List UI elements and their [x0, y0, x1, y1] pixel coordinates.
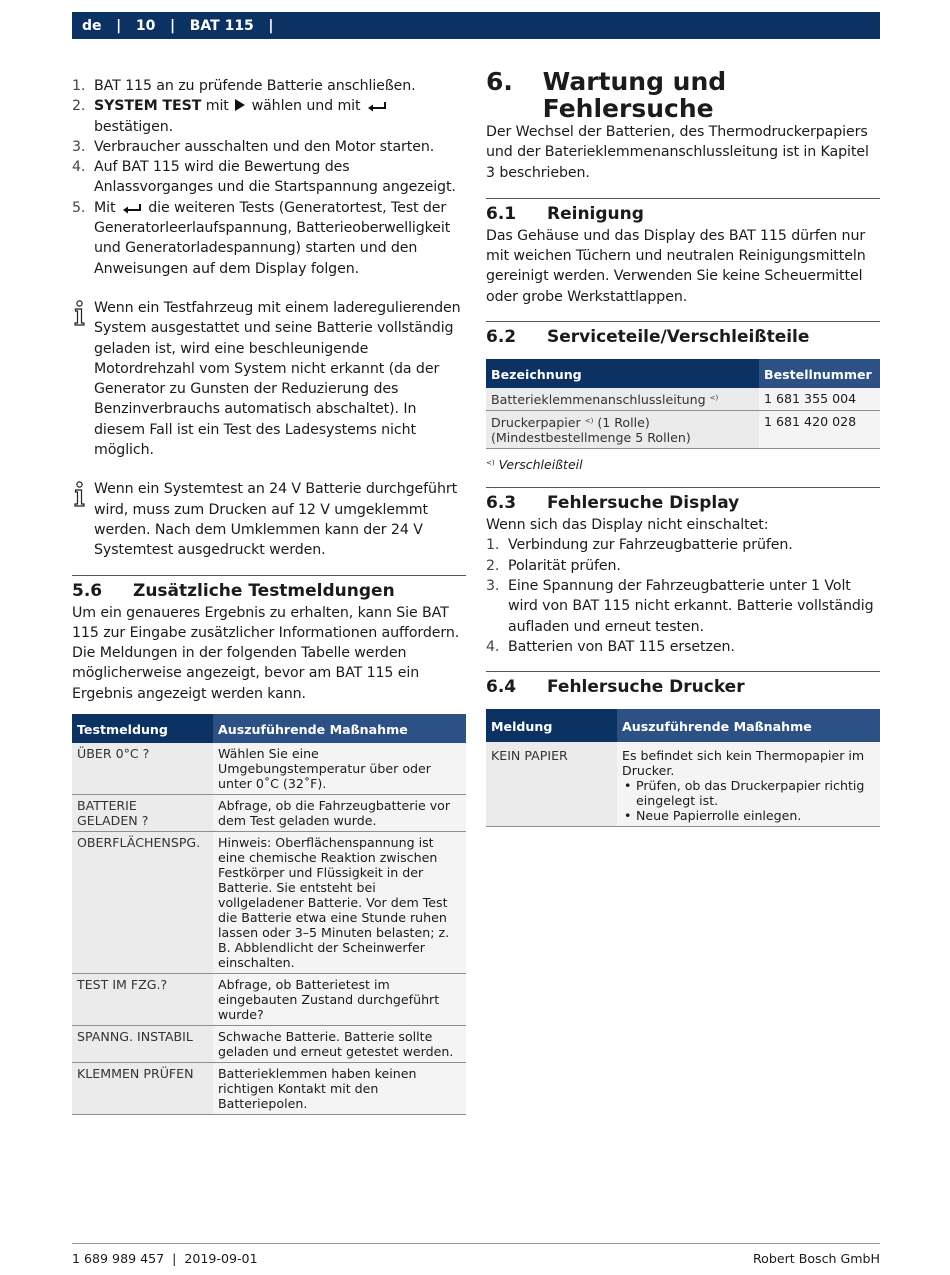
table-cell: ÜBER 0°C ? [72, 743, 213, 795]
step-number: 1. [72, 78, 86, 94]
chapter-number: 6. [486, 67, 513, 96]
document-number: 1 689 989 457 [72, 1251, 165, 1266]
list-item [486, 637, 880, 657]
wear-part-marker: <) [584, 417, 594, 426]
section-divider [72, 575, 466, 576]
printer-troubleshooting-table [486, 709, 880, 827]
footer-separator: | [172, 1251, 177, 1266]
step-text: Verbraucher ausschalten und den Motor starten. [94, 138, 435, 155]
table-header-row [486, 359, 880, 388]
wear-part-marker: <) [709, 394, 719, 403]
company-name: Robert Bosch GmbH [752, 1251, 880, 1266]
header-separator: | [101, 17, 136, 34]
list-item [72, 157, 466, 198]
step-text: Verbindung zur Fahrzeugbatterie prüfen. [508, 537, 793, 554]
section-body: Um ein genaueres Ergebnis zu erhalten, kann Sie BAT 115 zur Eingabe zusätzlicher Informationen auffordern. Die Meldungen in der folgenden Tabelle werden möglicherweise angezeigt, bevor am BAT 115 ein Ergebnis angezeigt werden kann. [72, 604, 460, 702]
table-row [486, 388, 880, 411]
list-item: • Neue Papierrolle einlegen. [622, 808, 875, 823]
table-row [72, 832, 466, 974]
step-number: 3. [486, 577, 500, 594]
chapter-body: Der Wechsel der Batterien, des Thermodruckerpapiers und der Baterieklemmenanschlussleitung ist in Kapitel 3 beschrieben. [486, 124, 869, 181]
column-header: Auszuführende Maßnahme [213, 714, 466, 743]
table-cell: BATTERIE GELADEN ? [72, 795, 213, 832]
step-number: 5. [72, 199, 86, 216]
header-separator: | [155, 17, 190, 34]
page-header [72, 12, 880, 39]
footer-divider [72, 1243, 880, 1244]
table-cell: TEST IM FZG.? [72, 974, 213, 1026]
section-heading-6-2 [486, 325, 880, 349]
table-cell [486, 388, 759, 411]
note-text: Wenn ein Systemtest an 24 V Batterie durchgeführt wird, muss zum Drucken auf 12 V umgeklemmt werden. Nach dem Umklemmen kann der 24 V Systemtest ausgedruckt werden. [94, 481, 458, 559]
step-text: Polarität prüfen. [508, 557, 621, 574]
play-icon [235, 99, 245, 111]
table-row [72, 1063, 466, 1115]
step-text: BAT 115 an zu prüfende Batterie anschließen. [94, 78, 416, 94]
part-name: Batterieklemmenanschlussleitung [491, 392, 706, 408]
footnote-text: Verschleißteil [498, 457, 583, 473]
section-title: Zusätzliche Testmeldungen [133, 580, 395, 601]
section-intro: Wenn sich das Display nicht einschaltet: [486, 517, 769, 534]
table-cell: OBERFLÄCHENSPG. [72, 832, 213, 974]
chapter-title: Wartung und Fehlersuche [542, 67, 727, 123]
action-bullets [622, 778, 875, 823]
step-number: 3. [72, 138, 86, 155]
table-cell: Abfrage, ob Batterietest im eingebauten Zustand durchgeführt wurde? [213, 974, 466, 1026]
section-title: Reinigung [547, 203, 644, 224]
header-page-number: 10 [135, 17, 156, 34]
enter-icon [367, 100, 387, 112]
action-text: Es befindet sich kein Thermopapier im Drucker. [622, 748, 865, 779]
step-text: Batterien von BAT 115 ersetzen. [508, 638, 735, 655]
section-heading-5-6 [72, 579, 466, 603]
note-text: Wenn ein Testfahrzeug mit einem laderegulierenden System ausgestattet und seine Batterie vollständig geladen ist, wird eine beschleunigende Motordrehzahl vom System nicht erkannt (da der Generator zu Gunsten der Reduzierung des Benzinverbrauchs automatisch abschaltet). In diesem Fall ist ein Test des Ladesystems nicht möglich. [94, 299, 461, 459]
section-number: 6.3 [486, 493, 517, 514]
step-text: Mit [94, 199, 120, 216]
table-cell: KEIN PAPIER [486, 742, 617, 827]
step-text: die weiteren Tests (Generatortest, Test der Generatorleerlaufspannung, Batterieoberwelligkeit und Generatorladespannung) starten und den Anweisungen auf dem Display folgen. [94, 199, 451, 277]
header-product: BAT 115 [189, 17, 254, 34]
step-text: wählen und mit [247, 98, 365, 115]
table-cell: KLEMMEN PRÜFEN [72, 1063, 213, 1115]
step-text: mit [201, 98, 234, 115]
table-row [486, 411, 880, 449]
table-cell [486, 411, 759, 449]
info-note [72, 479, 466, 560]
section-number: 6.2 [486, 327, 517, 348]
table-cell: Schwache Batterie. Batterie sollte geladen und erneut getestet werden. [213, 1026, 466, 1063]
step-number: 2. [72, 98, 86, 115]
section-divider [486, 198, 880, 199]
section-heading-6-3 [486, 491, 880, 515]
list-item [72, 198, 466, 279]
chapter-heading [486, 68, 880, 122]
table-cell: Hinweis: Oberflächenspannung ist eine chemische Reaktion zwischen Festkörper und Flüssigkeit in der Batterie. Sie entsteht bei vollgeladener Batterie. Vor dem Test die Batterie etwa eine Stunde ruhen lassen oder 3–5 Minuten belasten; z. B. Abblendlicht der Scheinwerfer einschalten. [213, 832, 466, 974]
right-column [486, 67, 880, 827]
section-heading-6-4 [486, 675, 880, 699]
section-title: Serviceteile/Verschleißteile [547, 327, 810, 348]
table-cell: 1 681 420 028 [759, 411, 880, 449]
step-number: 2. [486, 557, 500, 574]
footer-left [72, 1251, 258, 1266]
procedure-steps [72, 76, 466, 279]
table-row [486, 742, 880, 827]
table-row [72, 974, 466, 1026]
section-divider [486, 321, 880, 322]
table-cell: SPANNG. INSTABIL [72, 1026, 213, 1063]
table-cell [617, 742, 880, 827]
step-number: 4. [72, 159, 86, 176]
display-troubleshooting-steps [486, 535, 880, 657]
column-header: Bezeichnung [486, 359, 759, 388]
column-header: Auszuführende Maßnahme [617, 709, 880, 742]
list-item [72, 137, 466, 157]
list-item [72, 96, 466, 137]
step-text: Auf BAT 115 wird die Bewertung des Anlassvorganges und die Startspannung angezeigt. [94, 159, 456, 196]
column-header: Meldung [486, 709, 617, 742]
list-item [486, 535, 880, 555]
section-title: Fehlersuche Drucker [547, 677, 745, 698]
section-divider [486, 487, 880, 488]
list-item [72, 76, 466, 96]
section-number: 6.1 [486, 203, 517, 224]
step-number: 1. [486, 537, 500, 554]
footnote [486, 457, 880, 472]
test-messages-table [72, 714, 466, 1115]
section-body: Das Gehäuse und das Display des BAT 115 dürfen nur mit weichen Tüchern und neutralen Reinigungsmitteln gereinigt werden. Verwenden Sie keine Scheuermittel oder grobe Werkstattlappen. [486, 227, 866, 305]
list-item [486, 556, 880, 576]
service-parts-table [486, 359, 880, 449]
section-number: 6.4 [486, 677, 517, 698]
column-header: Testmeldung [72, 714, 213, 743]
info-note [72, 298, 466, 460]
section-title: Fehlersuche Display [547, 493, 740, 514]
left-column [72, 70, 466, 1115]
section-heading-6-1 [486, 202, 880, 226]
table-cell: Abfrage, ob die Fahrzeugbatterie vor dem Test geladen wurde. [213, 795, 466, 832]
table-header-row [486, 709, 880, 742]
step-number: 4. [486, 638, 500, 655]
system-test-label: SYSTEM TEST [94, 98, 202, 115]
table-header-row [72, 714, 466, 743]
step-text: bestätigen. [94, 118, 174, 135]
table-cell: Batterieklemmen haben keinen richtigen Kontakt mit den Batteriepolen. [213, 1063, 466, 1115]
table-row [72, 743, 466, 795]
enter-icon [122, 202, 142, 214]
footnote-marker: <) [486, 459, 495, 468]
table-row [72, 1026, 466, 1063]
info-icon [72, 481, 87, 507]
step-text: Eine Spannung der Fahrzeugbatterie unter 1 Volt wird von BAT 115 nicht erkannt. Batterie vollständig aufladen und erneut testen. [508, 577, 874, 635]
page-footer [72, 1251, 880, 1266]
column-header: Bestellnummer [759, 359, 880, 388]
section-divider [486, 671, 880, 672]
part-name-detail: (1 Rolle) (Mindestbestellmenge 5 Rollen) [491, 415, 691, 446]
table-cell: Wählen Sie eine Umgebungstemperatur über oder unter 0˚C (32˚F). [213, 743, 466, 795]
header-separator: | [253, 17, 274, 34]
table-row [72, 795, 466, 832]
table-cell: 1 681 355 004 [759, 388, 880, 411]
header-lang: de [82, 17, 102, 34]
document-date: 2019-09-01 [184, 1251, 258, 1266]
part-name: Druckerpapier [491, 415, 581, 431]
info-icon [72, 300, 87, 326]
section-number: 5.6 [72, 580, 103, 601]
list-item [486, 576, 880, 637]
list-item: • Prüfen, ob das Druckerpapier richtig eingelegt ist. [622, 778, 875, 808]
